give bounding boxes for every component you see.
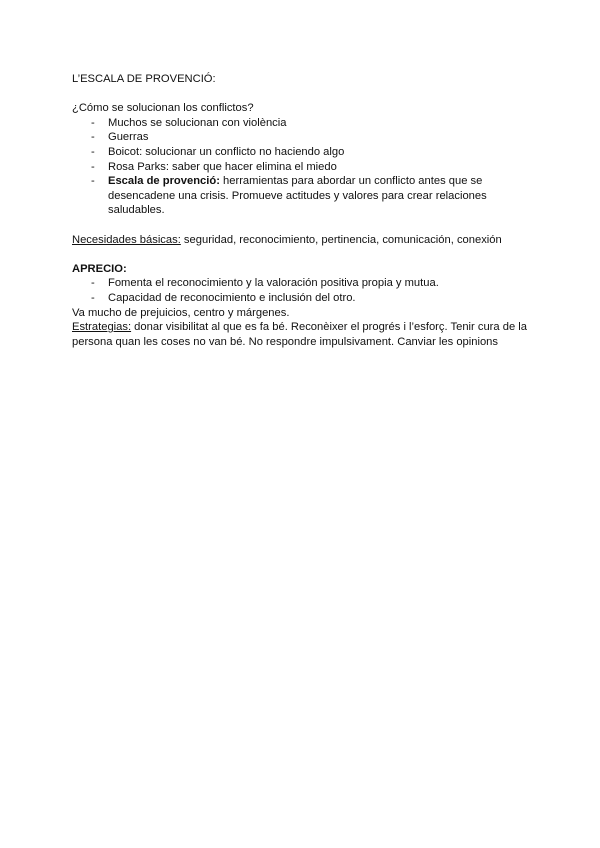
list-item-text: Muchos se solucionan con violència: [108, 116, 287, 129]
conflicts-list: [72, 116, 532, 218]
estrategias-text: donar visibilitat al que es fa bé. Reconèixer el progrés i l’esforç. Tenir cura de la persona quan les coses no van bé. No respondre impulsivament. Canviar les opinions: [72, 321, 527, 348]
list-item-text: Boicot: solucionar un conflicto no haciendo algo: [108, 145, 345, 158]
list-item-text: Rosa Parks: saber que hacer elimina el miedo: [108, 160, 337, 173]
estrategias-label: Estrategias:: [72, 321, 132, 334]
escala-label: Escala de provenció:: [108, 175, 220, 188]
dash-bullet: -: [91, 277, 95, 290]
list-item: [72, 160, 532, 175]
list-item: [72, 291, 532, 306]
document-content: [72, 72, 532, 349]
needs-line: [72, 233, 532, 248]
estrategias-paragraph: [72, 320, 532, 349]
document-title: L’ESCALA DE PROVENCIÓ:: [72, 73, 216, 85]
escala-text: herramientas para abordar un conflicto antes que se desencadene una crisis. Promueve actitudes y valores para crear relaciones saludables.: [108, 175, 487, 217]
list-item: [72, 130, 532, 145]
dash-bullet: -: [91, 160, 95, 173]
needs-label: Necesidades básicas:: [72, 233, 181, 246]
needs-text: seguridad, reconocimiento, pertinencia, comunicación, conexión: [180, 233, 502, 246]
list-item: [72, 174, 532, 218]
dash-bullet: -: [91, 145, 95, 158]
dash-bullet: -: [91, 116, 95, 129]
dash-bullet: -: [91, 131, 95, 144]
dash-bullet: -: [91, 175, 95, 188]
aprecio-heading: APRECIO:: [72, 262, 127, 275]
list-item: [72, 145, 532, 160]
blank-line: [72, 247, 532, 262]
list-item-text: Capacidad de reconocimiento e inclusión del otro.: [108, 291, 356, 304]
aprecio-list: [72, 276, 532, 305]
list-item: [72, 276, 532, 291]
question-line: ¿Cómo se solucionan los conflictos?: [72, 102, 254, 115]
list-item-text: Fomenta el reconocimiento y la valoración positiva propia y mutua.: [108, 277, 439, 290]
prejuicios-line: Va mucho de prejuicios, centro y márgenes.: [72, 306, 290, 319]
blank-line: [72, 218, 532, 233]
list-item: [72, 116, 532, 131]
dash-bullet: -: [91, 291, 95, 304]
list-item-text: Guerras: [108, 131, 149, 144]
